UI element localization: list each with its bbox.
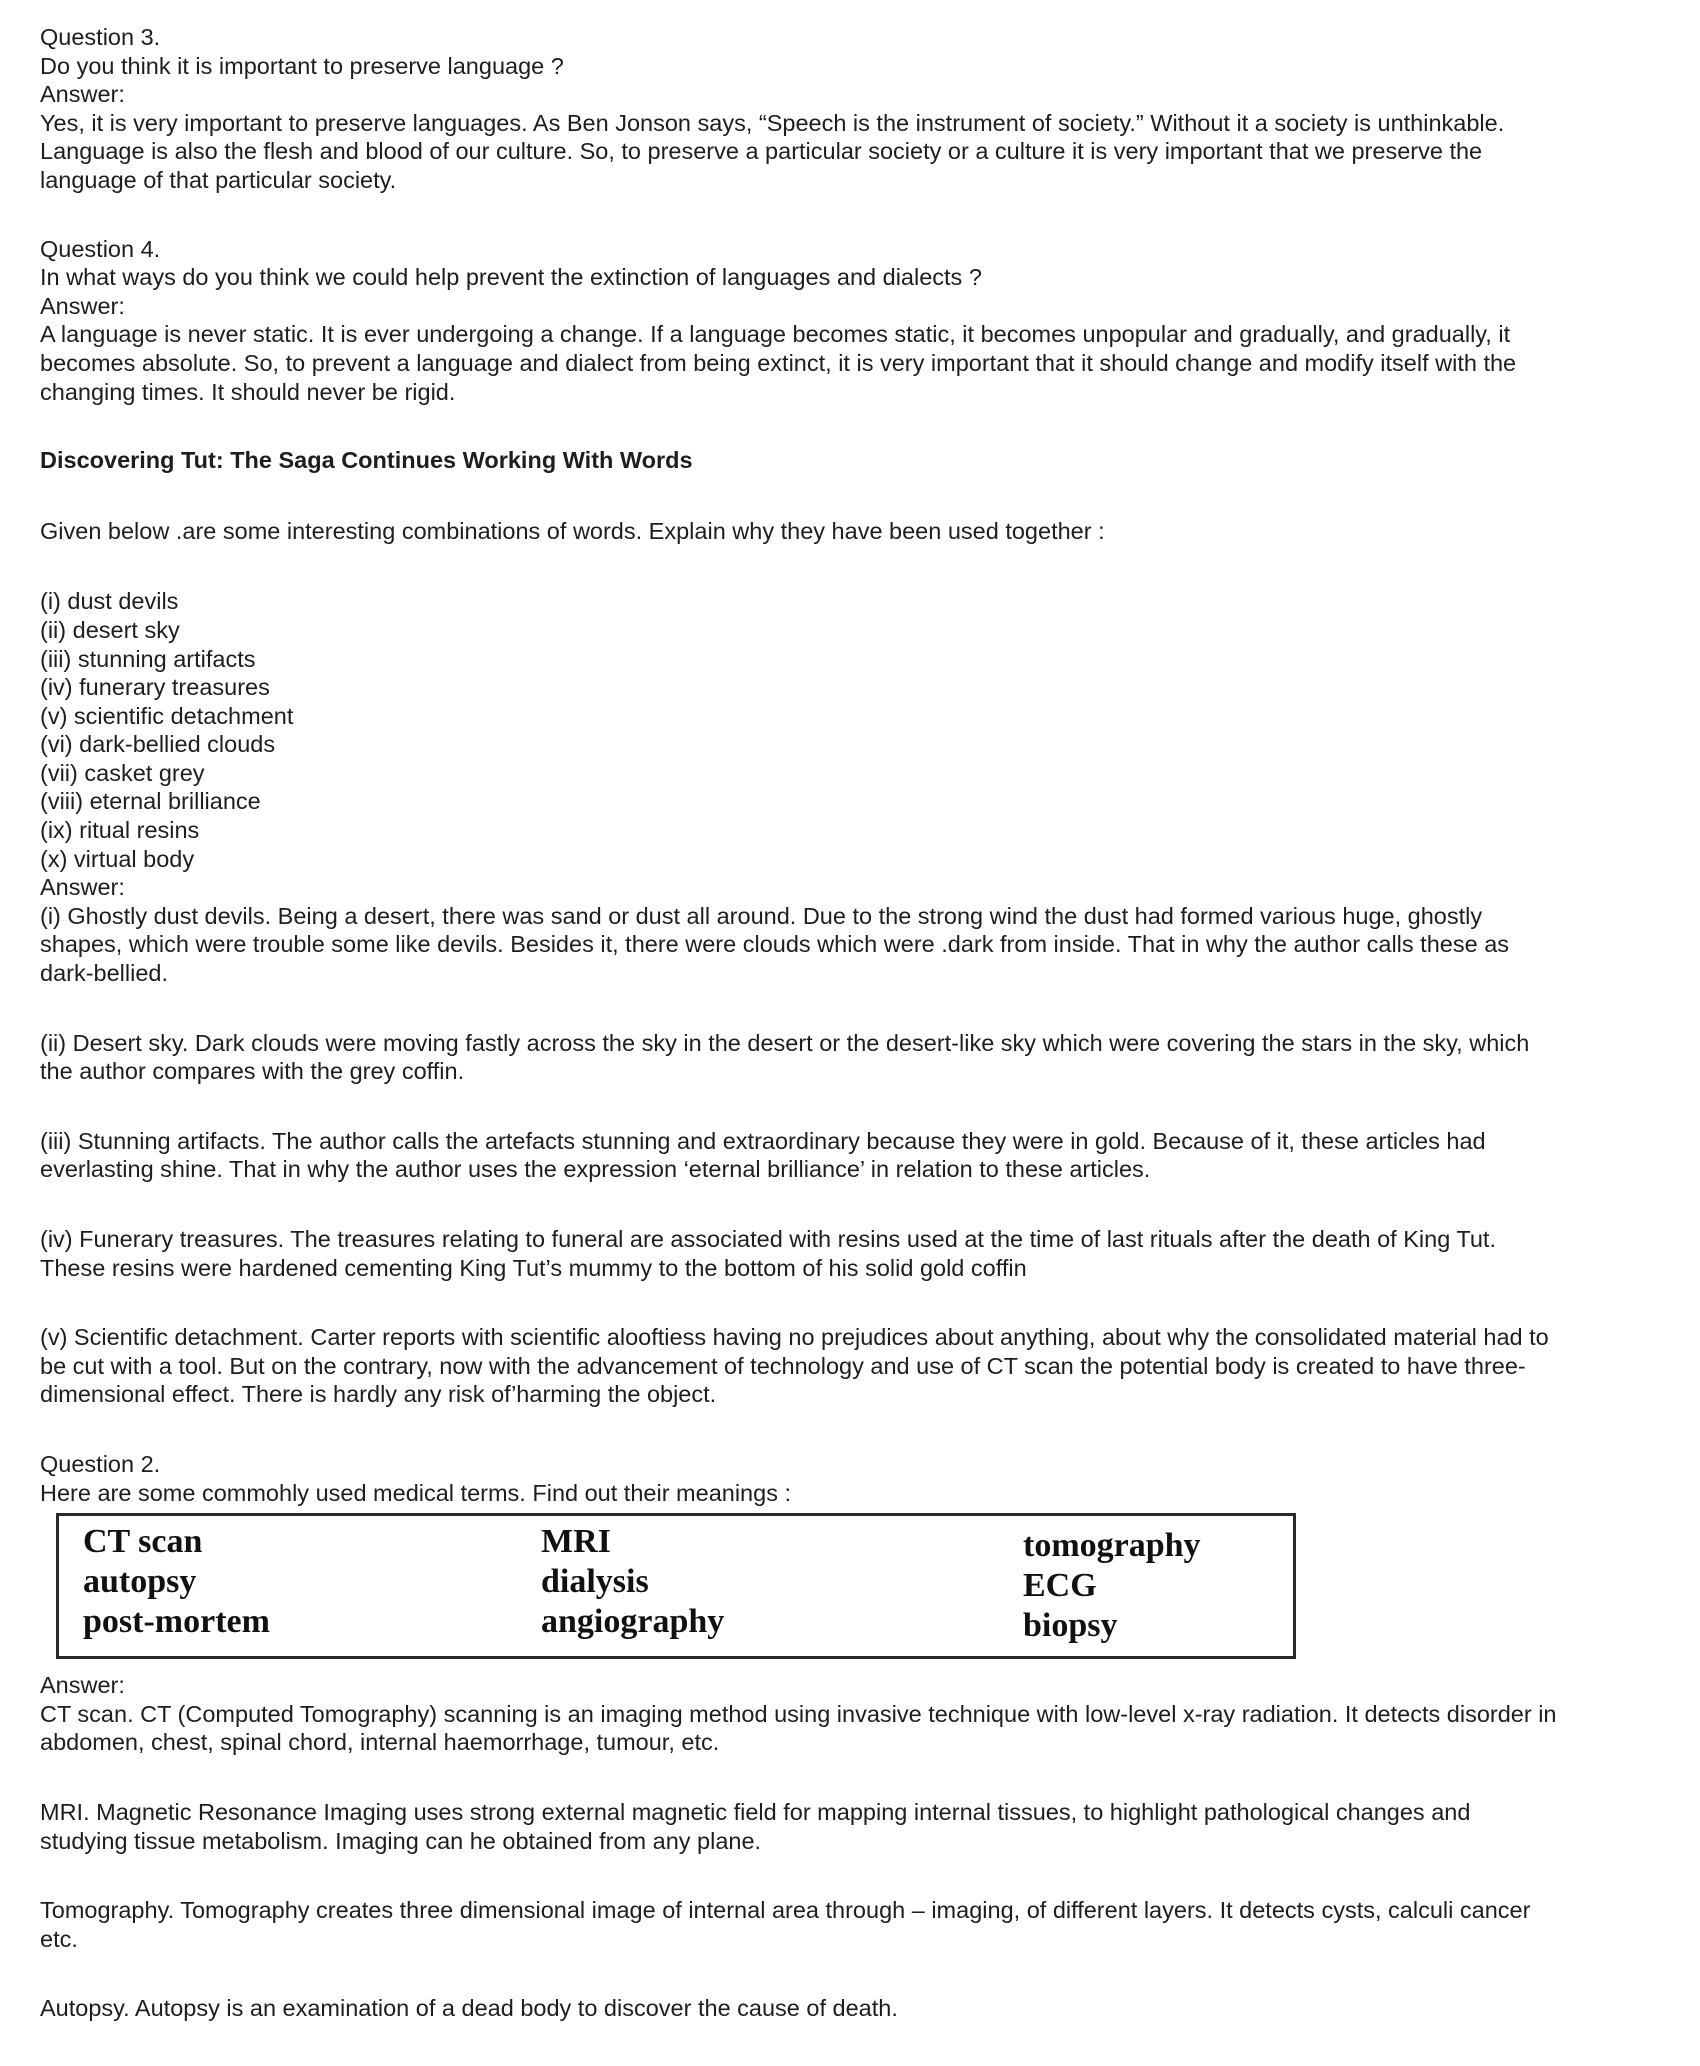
answer-paragraph bbox=[40, 1700, 1670, 1757]
terms-column bbox=[83, 1522, 270, 1642]
medical-term: biopsy bbox=[1023, 1607, 1118, 1645]
medical-term: ECG bbox=[1023, 1567, 1097, 1605]
answer-text-line: dimensional effect. There is hardly any risk of’harming the object. bbox=[40, 1381, 717, 1408]
answer-text-line: (ii) Desert sky. Dark clouds were moving fastly across the sky in the desert or the desert-like sky which were covering the stars in the sky, which bbox=[40, 1029, 1530, 1056]
answer-text-line: (v) Scientific detachment. Carter reports with scientific alooftiess having no prejudices about anything, about why the consolidated material had to bbox=[40, 1324, 1549, 1351]
question-text: Do you think it is important to preserve language ? bbox=[40, 52, 564, 79]
document-page bbox=[40, 23, 1670, 2023]
answer-label: Answer: bbox=[40, 1672, 125, 1699]
medical-terms-box bbox=[56, 1513, 1296, 1659]
answer-paragraph bbox=[40, 1896, 1670, 1953]
question-text: Here are some commohly used medical terms. Find out their meanings : bbox=[40, 1479, 792, 1506]
question-4-block bbox=[40, 235, 1670, 407]
answer-text-line: Autopsy. Autopsy is an examination of a dead body to discover the cause of death. bbox=[40, 1995, 898, 2022]
answer-text-line: Language is also the flesh and blood of our culture. So, to preserve a particular society or a culture it is very important that we preserve the bbox=[40, 138, 1483, 165]
medical-term: tomography bbox=[1023, 1527, 1201, 1565]
answer-paragraph bbox=[40, 1323, 1670, 1409]
answer-text-line: dark-bellied. bbox=[40, 960, 169, 987]
answer-paragraph bbox=[40, 1029, 1670, 1086]
question-2-block bbox=[40, 1450, 1670, 1507]
question-label: Question 3. bbox=[40, 24, 161, 50]
list-item: (ii) desert sky bbox=[40, 616, 180, 643]
answer-text-line: changing times. It should never be rigid. bbox=[40, 378, 456, 405]
answer-text-line: MRI. Magnetic Resonance Imaging uses strong external magnetic field for mapping internal tissues, to highlight pathological changes and bbox=[40, 1798, 1471, 1825]
question-label: Question 4. bbox=[40, 235, 161, 262]
answer-text-line: (i) Ghostly dust devils. Being a desert, there was sand or dust all around. Due to the strong wind the dust had formed various huge, ghostly bbox=[40, 902, 1483, 929]
question-3-block bbox=[40, 23, 1670, 195]
list-item: (iii) stunning artifacts bbox=[40, 645, 256, 672]
medical-term: autopsy bbox=[83, 1563, 197, 1601]
list-item: (viii) eternal brilliance bbox=[40, 788, 261, 815]
answer-text-line: Yes, it is very important to preserve languages. As Ben Jonson says, “Speech is the instrument of society.” Without it a society is unthinkable. bbox=[40, 109, 1505, 136]
terms-column bbox=[1023, 1526, 1201, 1646]
answer-text-line: A language is never static. It is ever undergoing a change. If a language becomes static, it becomes unpopular and gradually, and gradually, it bbox=[40, 321, 1511, 348]
medical-term: MRI bbox=[541, 1523, 611, 1561]
answer-text-line: (iii) Stunning artifacts. The author calls the artefacts stunning and extraordinary because they were in gold. Because of it, these articles had bbox=[40, 1127, 1486, 1154]
medical-term: angiography bbox=[541, 1603, 725, 1641]
question-text: In what ways do you think we could help prevent the extinction of languages and dialects ? bbox=[40, 264, 982, 291]
answer-paragraph bbox=[40, 1127, 1670, 1184]
medical-term: CT scan bbox=[83, 1523, 203, 1561]
answer-paragraph bbox=[40, 1798, 1670, 1855]
list-item: (iv) funerary treasures bbox=[40, 674, 270, 701]
question-label: Question 2. bbox=[40, 1450, 161, 1477]
list-item: (i) dust devils bbox=[40, 588, 179, 615]
medical-term: dialysis bbox=[541, 1563, 649, 1601]
answer-text-line: (iv) Funerary treasures. The treasures relating to funeral are associated with resins used at the time of last rituals after the death of King Tut. bbox=[40, 1226, 1496, 1252]
answer-label: Answer: bbox=[40, 292, 125, 319]
answer-text-line: shapes, which were trouble some like devils. Besides it, there were clouds which were .dark from inside. That in why the author calls these as bbox=[40, 931, 1510, 958]
answer-paragraph bbox=[40, 902, 1670, 988]
list-item: (x) virtual body bbox=[40, 845, 195, 872]
answer-text-line: everlasting shine. That in why the author uses the expression ‘eternal brilliance’ in relation to these articles. bbox=[40, 1156, 1151, 1183]
answer-text-line: Tomography. Tomography creates three dimensional image of internal area through – imaging, of different layers. It detects cysts, calculi cancer bbox=[40, 1897, 1531, 1924]
section-heading: Discovering Tut: The Saga Continues Working With Words bbox=[40, 447, 693, 474]
answer-text-line: becomes absolute. So, to prevent a language and dialect from being extinct, it is very important that it should change and modify itself with the bbox=[40, 349, 1517, 376]
list-item: (ix) ritual resins bbox=[40, 817, 200, 844]
answer-text-line: the author compares with the grey coffin. bbox=[40, 1058, 465, 1085]
answer-text-line: be cut with a tool. But on the contrary, now with the advancement of technology and use of CT scan the potential body is created to have three- bbox=[40, 1352, 1526, 1379]
list-item: (vii) casket grey bbox=[40, 759, 205, 786]
answer-paragraph bbox=[40, 1225, 1670, 1282]
list-item: (vi) dark-bellied clouds bbox=[40, 731, 276, 758]
answer-text-line: etc. bbox=[40, 1925, 78, 1952]
list-item: (v) scientific detachment bbox=[40, 702, 294, 729]
answer-text-line: CT scan. CT (Computed Tomography) scanning is an imaging method using invasive technique with low-level x-ray radiation. It detects disorder in bbox=[40, 1700, 1557, 1727]
section-prompt: Given below .are some interesting combinations of words. Explain why they have been used together : bbox=[40, 517, 1105, 544]
answer-text-line: studying tissue metabolism. Imaging can he obtained from any plane. bbox=[40, 1827, 762, 1854]
answer-text-line: These resins were hardened cementing King Tut’s mummy to the bottom of his solid gold coffin bbox=[40, 1254, 1027, 1281]
word-combinations-list bbox=[40, 587, 1670, 873]
answer-text-line: language of that particular society. bbox=[40, 166, 397, 193]
answer-paragraph bbox=[40, 1994, 1670, 2023]
medical-term: post-mortem bbox=[83, 1603, 270, 1641]
answer-text-line: abdomen, chest, spinal chord, internal haemorrhage, tumour, etc. bbox=[40, 1729, 720, 1756]
answer-label: Answer: bbox=[40, 874, 125, 901]
answer-label: Answer: bbox=[40, 81, 125, 108]
terms-column bbox=[541, 1522, 724, 1642]
